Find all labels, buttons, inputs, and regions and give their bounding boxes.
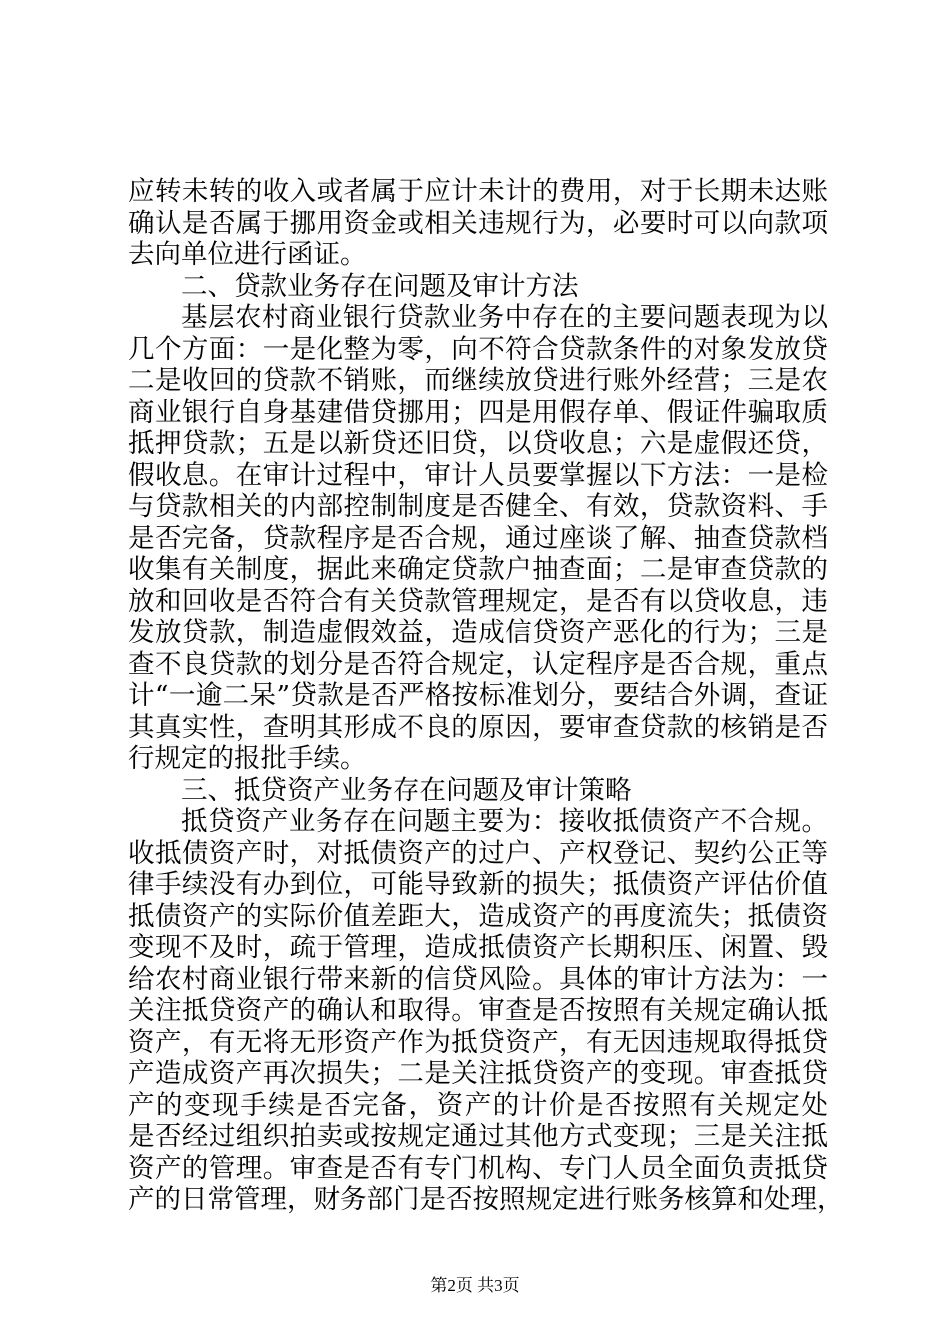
text-line: 抵贷资产业务存在问题主要为：接收抵债资产不合规。 [181,806,828,837]
page-number-label: 第2页 共3页 [430,1276,520,1295]
text-line: 给农村商业银行带来新的信贷风险。具体的审计方法为：一 [128,963,828,995]
section-heading [128,775,828,807]
text-line: 二是收回的贷款不销账，而继续放贷进行账外经营；三是农 [128,365,828,396]
text-line: 与贷款相关的内部控制制度是否健全、有效，贷款资料、手 [128,491,828,522]
paragraph [128,302,828,775]
text-line: 收抵债资产时，对抵债资产的过户、产权登记、契约公正等 [128,837,828,869]
section-heading [128,271,828,303]
text-line: 假收息。在审计过程中，审计人员要掌握以下方法：一是检 [128,459,828,491]
text-line: 应转未转的收入或者属于应计未计的费用，对于长期未达账 [128,176,828,207]
text-line: 几个方面：一是化整为零，向不符合贷款条件的对象发放贷 [128,333,828,365]
text-line: 是否完备，贷款程序是否合规，通过座谈了解、抽查贷款档 [128,522,828,554]
text-line: 基层农村商业银行贷款业务中存在的主要问题表现为以 [181,302,828,333]
text-line: 资产的管理。审查是否有专门机构、专门人员全面负责抵贷 [128,1152,828,1184]
text-line: 变现不及时，疏于管理，造成抵债资产长期积压、闲置、毁 [128,932,828,963]
paragraph [128,176,828,271]
text-line: 收集有关制度，据此来确定贷款户抽查面；二是审查贷款的 [128,554,828,585]
text-line: 是否经过组织拍卖或按规定通过其他方式变现；三是关注抵 [128,1121,828,1152]
text-line: 律手续没有办到位，可能导致新的损失；抵债资产评估价值 [128,869,828,900]
text-line: 抵债资产的实际价值差距大，造成资产的再度流失；抵债资 [128,900,828,932]
text-line: 行规定的报批手续。 [128,743,367,774]
text-line: 产的日常管理，财务部门是否按照规定进行账务核算和处理， [128,1184,844,1215]
text-line: 产造成资产再次损失；二是关注抵贷资产的变现。审查抵贷 [128,1058,828,1089]
paragraph [128,806,844,1216]
text-line: 放和回收是否符合有关贷款管理规定，是否有以贷收息，违 [128,585,828,617]
page-footer [0,1275,950,1297]
text-line: 关注抵贷资产的确认和取得。审查是否按照有关规定确认抵 [128,995,828,1026]
text-line: 商业银行自身基建借贷挪用；四是用假存单、假证件骗取质 [128,396,828,428]
text-line: 确认是否属于挪用资金或相关违规行为，必要时可以向款项 [128,207,828,239]
document-body [128,176,844,1216]
text-line: 其真实性，查明其形成不良的原因，要审查贷款的核销是否 [128,711,828,743]
text-line: 抵押贷款；五是以新贷还旧贷，以贷收息；六是虚假还贷， [128,428,828,459]
text-line: 资产，有无将无形资产作为抵贷资产，有无因违规取得抵贷 [128,1026,828,1058]
text-line: 产的变现手续是否完备，资产的计价是否按照有关规定处 [128,1089,828,1121]
text-line: 去向单位进行函证。 [128,239,367,270]
text-line: 查不良贷款的划分是否符合规定，认定程序是否合规，重点 [128,648,828,680]
text-line: 计“一逾二呆”贷款是否严格按标准划分，要结合外调，查证 [128,680,828,711]
text-line: 二、贷款业务存在问题及审计方法 [181,270,579,302]
text-line: 三、抵贷资产业务存在问题及审计策略 [181,774,632,806]
text-line: 发放贷款，制造虚假效益，造成信贷资产恶化的行为；三是 [128,617,828,648]
